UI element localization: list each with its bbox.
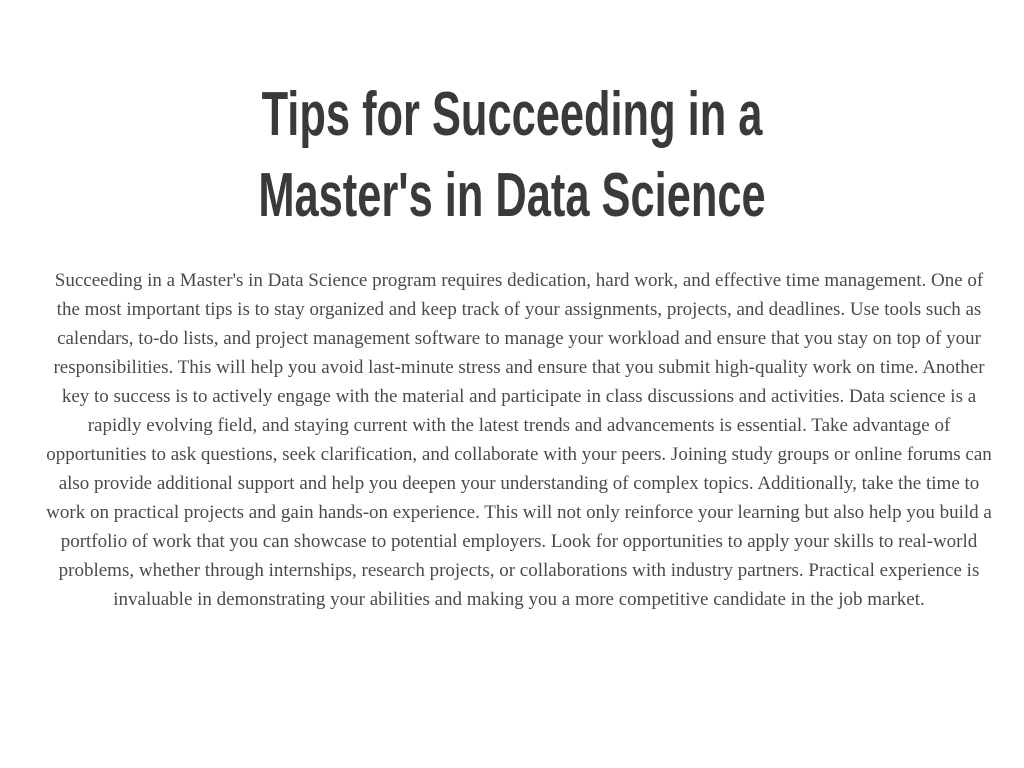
slide-title-line-2: Master's in Data Science xyxy=(258,161,766,230)
slide-title xyxy=(154,74,871,236)
slide-body-text: Succeeding in a Master's in Data Science program requires dedication, hard work, and effective time management. One of the most important tips is to stay organized and keep track of your assignments, projects, and deadlines. Use tools such as calendars, to-do lists, and project management software to manage your workload and ensure that you stay on top of your responsibilities. This will help you avoid last-minute stress and ensure that you submit high-quality work on time. Another key to success is to actively engage with the material and participate in class discussions and activities. Data science is a rapidly evolving field, and staying current with the latest trends and advancements is essential. Take advantage of opportunities to ask questions, seek clarification, and collaborate with your peers. Joining study groups or online forums can also provide additional support and help you deepen your understanding of complex topics. Additionally, take the time to work on practical projects and gain hands-on experience. This will not only reinforce your learning but also help you build a portfolio of work that you can showcase to potential employers. Look for opportunities to apply your skills to real-world problems, whether through internships, research projects, or collaborations with industry partners. Practical experience is invaluable in demonstrating your abilities and making you a more competitive candidate in the job market. xyxy=(46,270,992,610)
slide-title-line-1: Tips for Succeeding in a xyxy=(261,80,763,149)
